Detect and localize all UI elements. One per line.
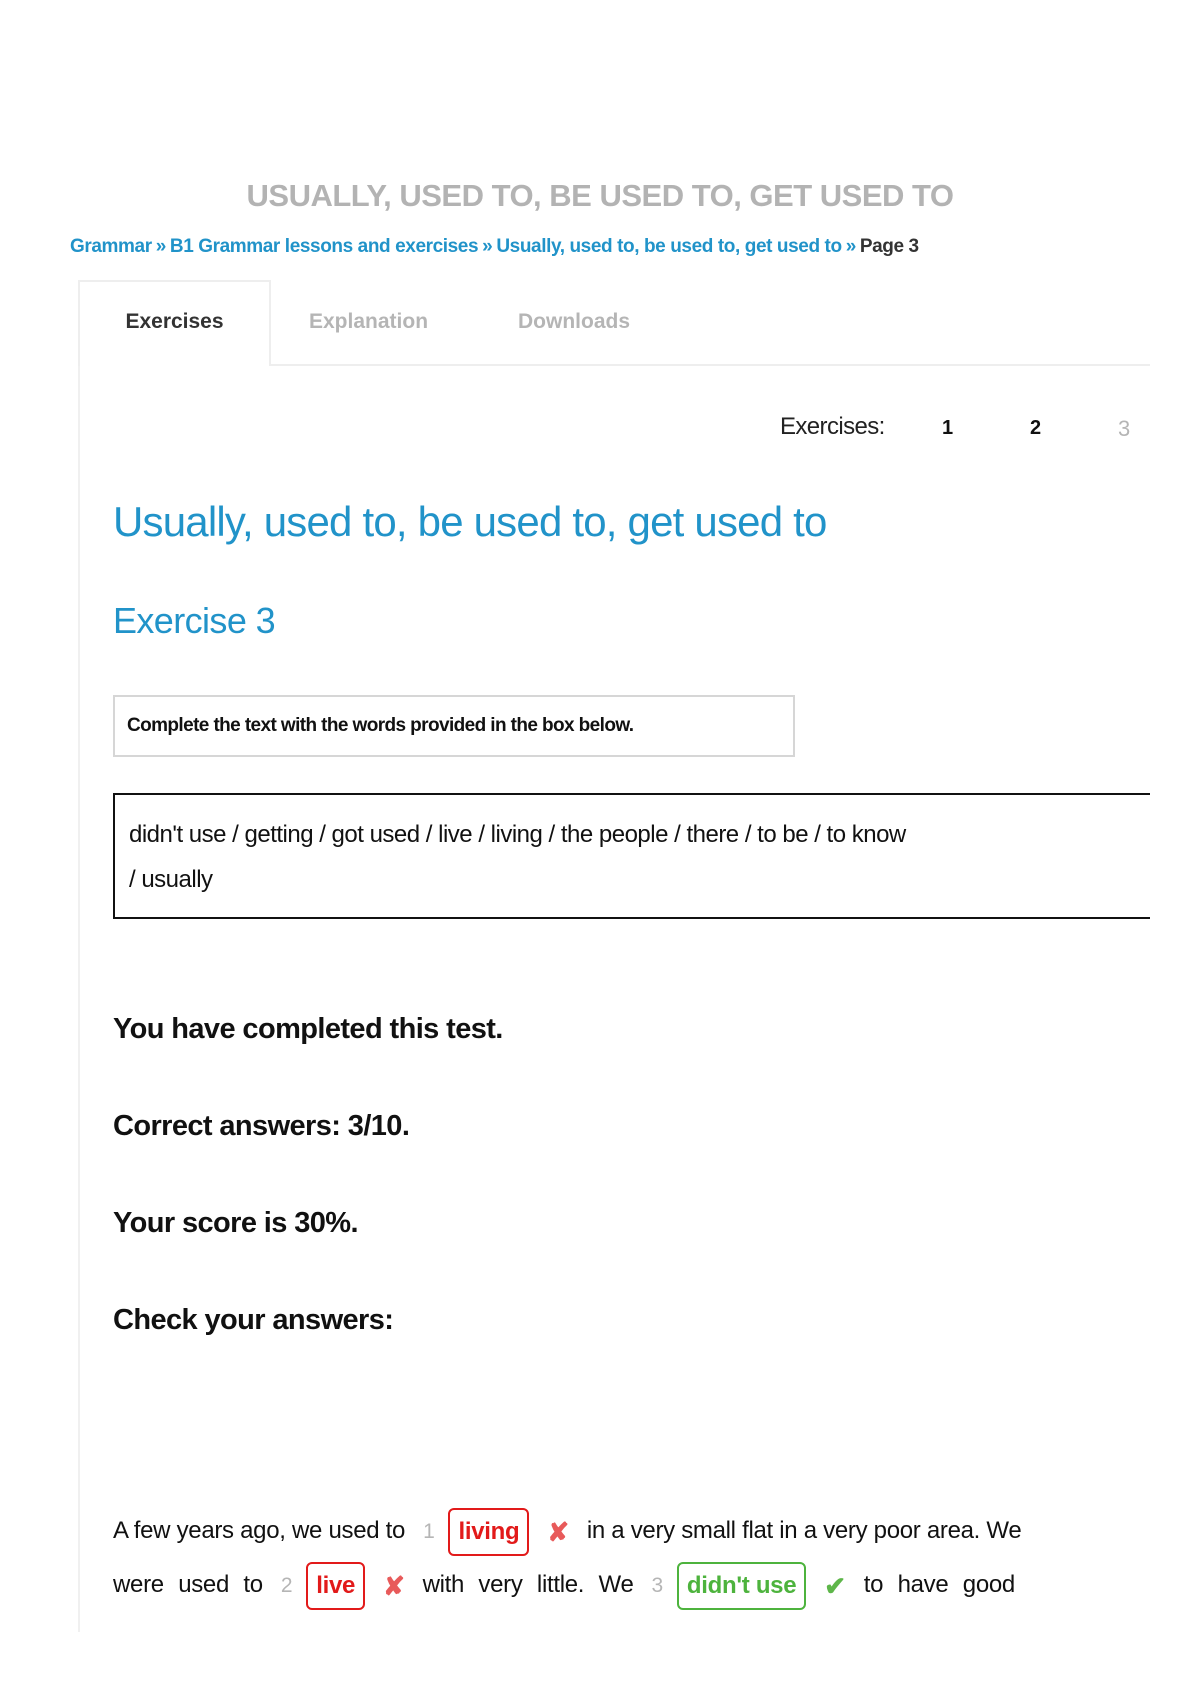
score: Your score is 30%. [113,1207,358,1239]
word-box-line: / usually [129,866,213,893]
tab-exercises[interactable]: Exercises [78,280,271,366]
text-segment: were used to [113,1571,263,1598]
exercise-nav-label: Exercises: [780,413,885,440]
answer-3-correct: didn't use [677,1562,806,1610]
correct-icon: ✔ [824,1570,846,1601]
exercise-heading: Exercise 3 [113,600,276,641]
answer-1-wrong: living [448,1508,529,1556]
breadcrumb-link-grammar[interactable]: Grammar [70,236,152,257]
text-segment: A few years ago, we used to [113,1517,406,1544]
wrong-icon: ✘ [383,1570,405,1601]
completed-message: You have completed this test. [113,1013,503,1045]
text-segment: to have good [863,1571,1015,1598]
breadcrumb [70,236,919,258]
wrong-icon: ✘ [547,1516,569,1547]
tab-downloads[interactable]: Downloads [518,310,631,333]
text-segment: with very little. We [422,1571,634,1598]
exercise-link-3-current: 3 [1118,416,1131,441]
tab-explanation[interactable]: Explanation [309,310,429,333]
exercise-link-1[interactable]: 1 [942,417,954,439]
breadcrumb-current: Page 3 [859,236,919,257]
instruction-box: Complete the text with the words provided in the box below. [113,695,795,757]
correct-answers: Correct answers: 3/10. [113,1110,410,1142]
content-left-border [78,282,80,1632]
tab-bar-divider [271,364,1150,366]
breadcrumb-separator: » [482,236,493,257]
breadcrumb-link-lesson[interactable]: Usually, used to, be used to, get used to [496,236,842,257]
word-box [113,793,1150,919]
text-segment: in a very small flat in a very poor area. We [586,1517,1022,1544]
tab-bar [78,280,1150,366]
text-line [113,1506,1021,1556]
question-number: 2 [280,1574,293,1597]
breadcrumb-separator: » [155,236,166,257]
exercise-nav [0,413,1200,453]
breadcrumb-separator: » [845,236,856,257]
answer-2-wrong: live [306,1562,365,1610]
check-answers-heading: Check your answers: [113,1304,394,1336]
word-box-line: didn't use / getting / got used / live / living / the people / there / to be / to know [129,821,906,848]
page-title: USUALLY, USED TO, BE USED TO, GET USED TO [246,178,954,213]
question-number: 1 [423,1520,435,1543]
text-line [113,1560,1015,1610]
lesson-heading: Usually, used to, be used to, get used to [113,498,827,545]
question-number: 3 [651,1574,663,1597]
exercise-link-2[interactable]: 2 [1030,417,1042,439]
breadcrumb-link-b1[interactable]: B1 Grammar lessons and exercises [169,236,479,257]
exercise-text [113,1506,1150,1626]
